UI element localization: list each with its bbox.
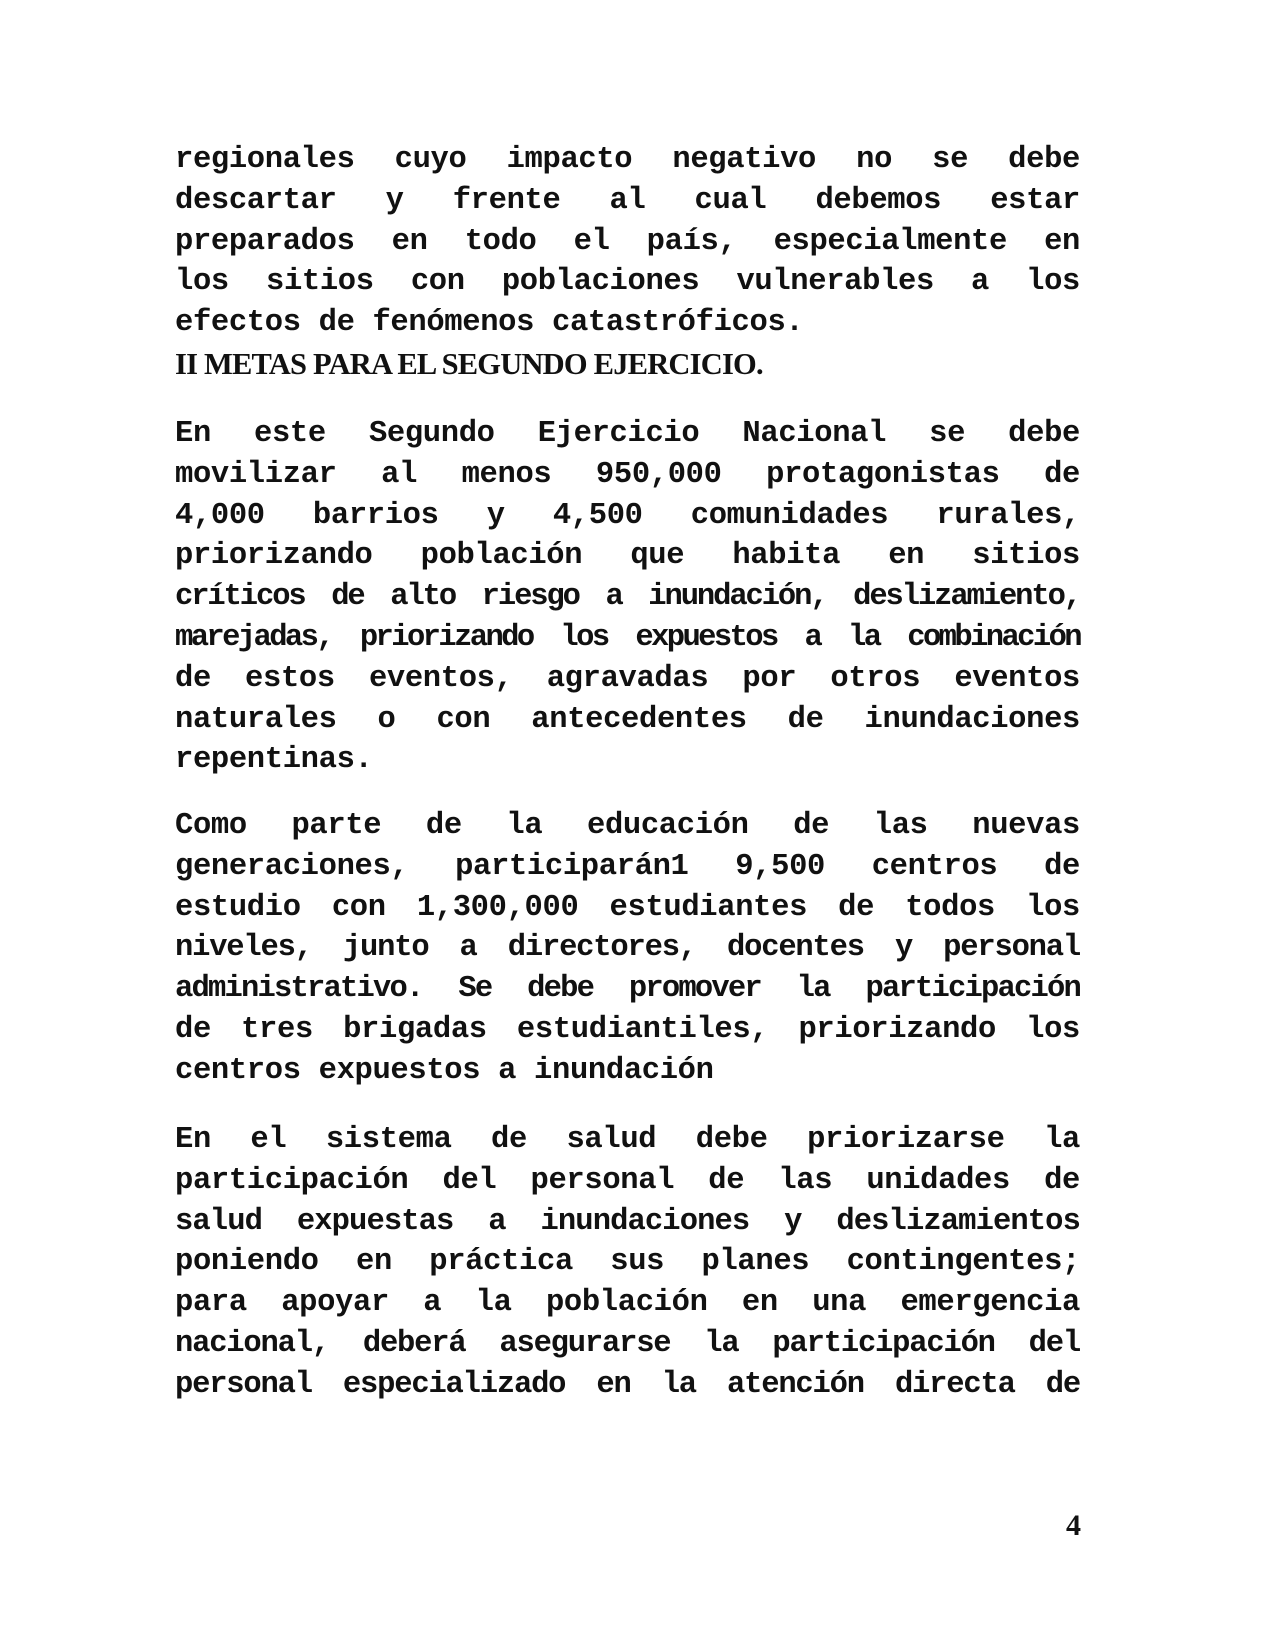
text-line: preparados en todo el país, especialmente en bbox=[175, 224, 1080, 259]
text-line: efectos de fenómenos catastróficos. bbox=[175, 306, 804, 341]
text-line: regionales cuyo impacto negativo no se debe bbox=[175, 143, 1080, 177]
paragraph-salud bbox=[175, 1120, 1080, 1406]
text-line: críticos de alto riesgo a inundación, deslizamiento, bbox=[175, 580, 1080, 615]
text-line: priorizando población que habita en sitios bbox=[175, 539, 1080, 574]
paragraph-regionales bbox=[175, 140, 1080, 385]
text-line: los sitios con poblaciones vulnerables a los bbox=[175, 265, 1080, 300]
text-line: administrativo. Se debe promover la participación bbox=[175, 972, 1080, 1007]
text-line: centros expuestos a inundación bbox=[175, 1053, 714, 1088]
page-number: 4 bbox=[1066, 1509, 1081, 1542]
text-line: 4,000 barrios y 4,500 comunidades rurales, bbox=[175, 498, 1080, 533]
text-line: para apoyar a la población en una emergencia bbox=[175, 1286, 1080, 1321]
paragraph-segundo-ejercicio bbox=[175, 414, 1080, 781]
text-line: Como parte de la educación de las nuevas bbox=[175, 809, 1080, 843]
text-line: repentinas. bbox=[175, 743, 373, 778]
paragraph-educacion bbox=[175, 806, 1080, 1092]
text-line: En este Segundo Ejercicio Nacional se debe bbox=[175, 417, 1080, 451]
text-line: salud expuestas a inundaciones y deslizamientos bbox=[175, 1204, 1080, 1239]
text-line: generaciones, participarán1 9,500 centros de bbox=[175, 849, 1080, 884]
section-heading: II METAS PARA EL SEGUNDO EJERCICIO. bbox=[175, 346, 763, 381]
text-line: marejadas, priorizando los expuestos a la combinación bbox=[175, 620, 1080, 655]
text-line: descartar y frente al cual debemos estar bbox=[175, 183, 1080, 218]
text-line: niveles, junto a directores, docentes y personal bbox=[175, 931, 1080, 966]
text-line: naturales o con antecedentes de inundaciones bbox=[175, 702, 1080, 737]
text-line: participación del personal de las unidades de bbox=[175, 1163, 1080, 1198]
text-line: movilizar al menos 950,000 protagonistas de bbox=[175, 457, 1080, 492]
text-line: estudio con 1,300,000 estudiantes de todos los bbox=[175, 890, 1080, 925]
text-line: de estos eventos, agravadas por otros eventos bbox=[175, 661, 1080, 696]
text-line: de tres brigadas estudiantiles, priorizando los bbox=[175, 1012, 1080, 1047]
text-line: nacional, deberá asegurarse la participación del bbox=[175, 1326, 1080, 1361]
text-line: poniendo en práctica sus planes contingentes; bbox=[175, 1245, 1080, 1280]
text-line: personal especializado en la atención directa de bbox=[175, 1367, 1080, 1402]
text-line: En el sistema de salud debe priorizarse la bbox=[175, 1123, 1080, 1157]
